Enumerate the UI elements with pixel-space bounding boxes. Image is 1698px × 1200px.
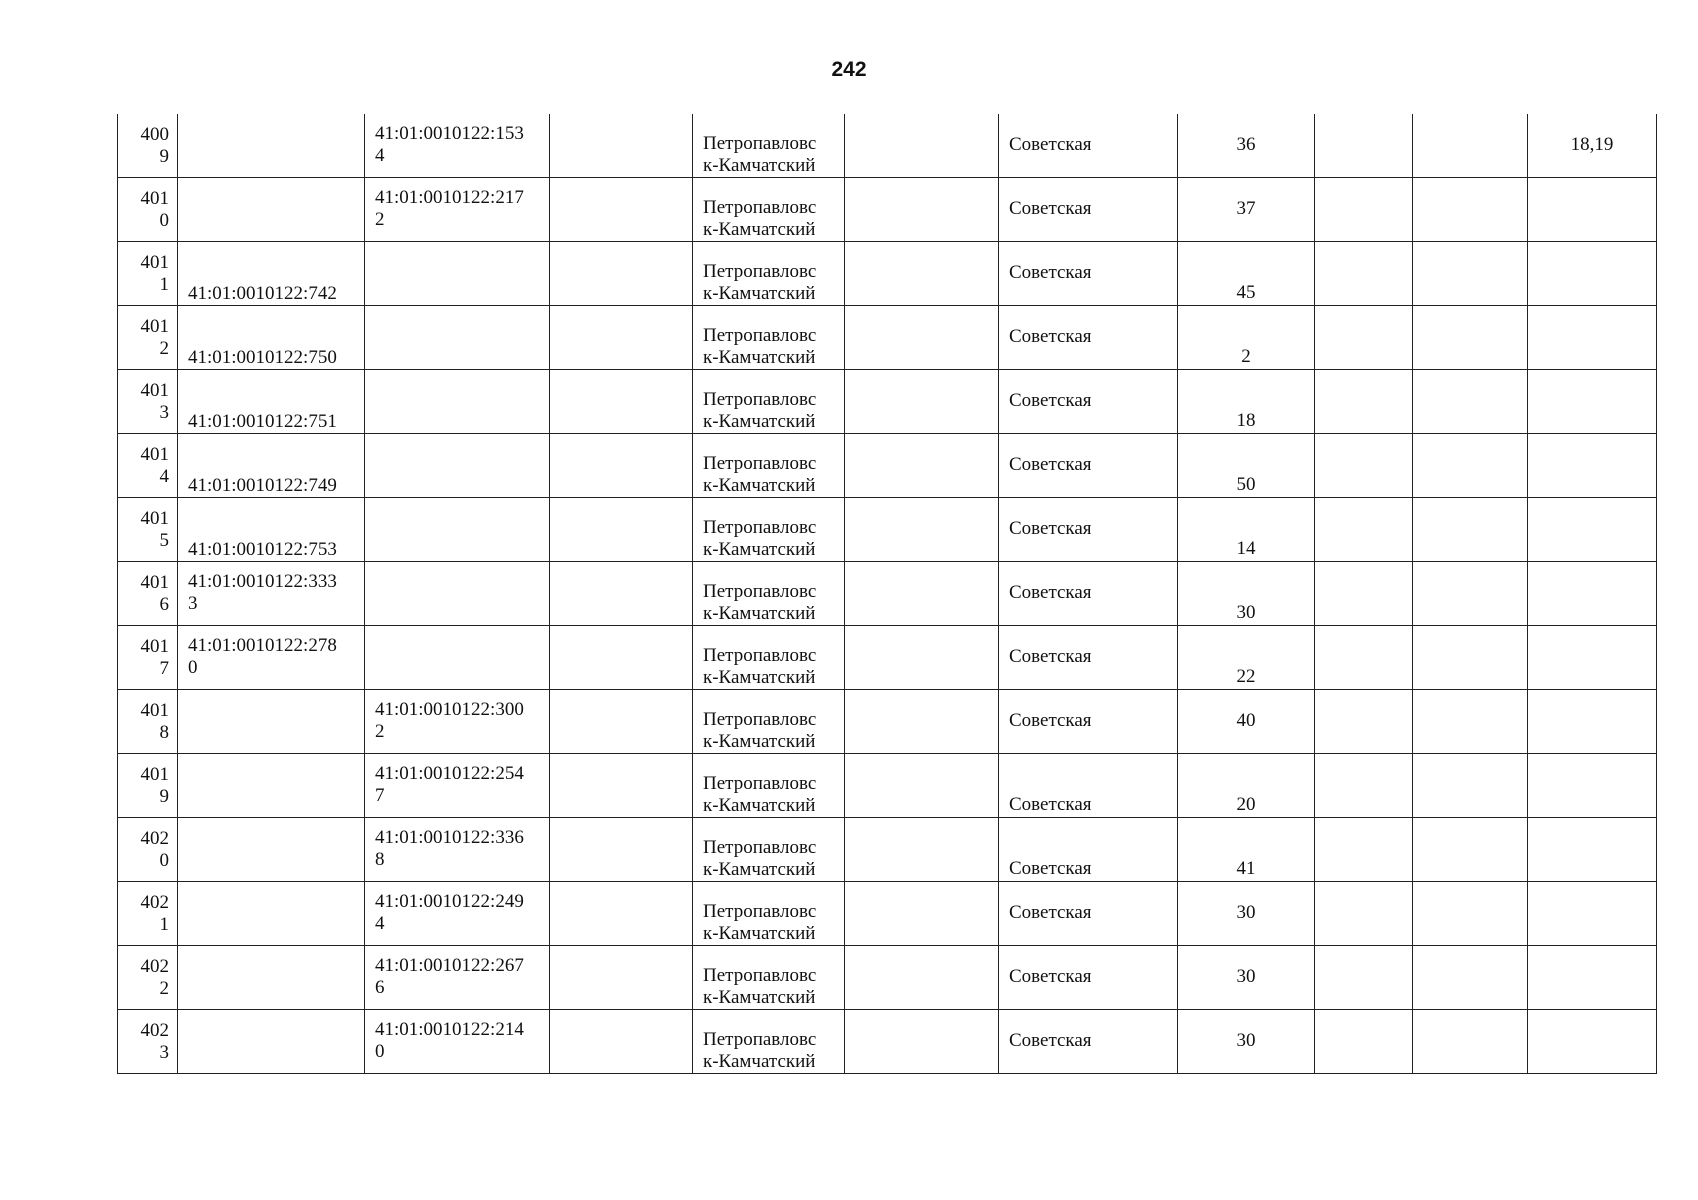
house-cell <box>1178 498 1315 562</box>
extra-cell <box>1528 818 1657 882</box>
city-name: Петропавловс к-Камчатский <box>703 773 817 816</box>
num-cell <box>118 690 178 754</box>
cad-a-cell <box>178 242 365 306</box>
cad-b-cell <box>365 946 550 1010</box>
city-cell <box>693 882 845 946</box>
cadastral-number-land: 41:01:0010122:749 <box>188 475 337 496</box>
street-name: Советская <box>1009 794 1092 815</box>
cad-a-cell <box>178 370 365 434</box>
cad-b-cell <box>365 754 550 818</box>
house-cell <box>1178 370 1315 434</box>
extra-value: 18,19 <box>1570 134 1614 155</box>
table-row <box>118 498 1657 562</box>
street-name: Советская <box>1009 198 1092 219</box>
cad-a-cell <box>178 946 365 1010</box>
table-body <box>118 114 1657 1074</box>
city-cell <box>693 754 845 818</box>
table-row <box>118 818 1657 882</box>
street-cell <box>999 114 1178 178</box>
empty-cell <box>845 498 999 562</box>
city-name: Петропавловс к-Камчатский <box>703 581 817 624</box>
table-row <box>118 114 1657 178</box>
table-row <box>118 562 1657 626</box>
extra-cell <box>1528 754 1657 818</box>
street-cell <box>999 498 1178 562</box>
cad-a-cell <box>178 562 365 626</box>
house-cell <box>1178 690 1315 754</box>
cadastral-number-land: 41:01:0010122:278 0 <box>188 635 337 678</box>
table-row <box>118 626 1657 690</box>
empty-cell <box>1315 498 1413 562</box>
table-row <box>118 882 1657 946</box>
house-number: 30 <box>1236 1030 1256 1051</box>
cadastral-number-building: 41:01:0010122:336 8 <box>375 827 524 870</box>
city-name: Петропавловс к-Камчатский <box>703 1029 817 1072</box>
street-name: Советская <box>1009 390 1092 411</box>
city-name: Петропавловс к-Камчатский <box>703 261 817 304</box>
house-cell <box>1178 1010 1315 1074</box>
empty-cell <box>1315 242 1413 306</box>
table-row <box>118 754 1657 818</box>
num-cell <box>118 946 178 1010</box>
city-name: Петропавловс к-Камчатский <box>703 901 817 944</box>
empty-cell <box>845 946 999 1010</box>
cad-a-cell <box>178 498 365 562</box>
house-number: 50 <box>1236 474 1256 495</box>
empty-cell <box>1315 754 1413 818</box>
cad-b-cell <box>365 114 550 178</box>
house-cell <box>1178 114 1315 178</box>
cad-a-cell <box>178 690 365 754</box>
city-name: Петропавловс к-Камчатский <box>703 837 817 880</box>
record-number: 402 2 <box>140 956 169 999</box>
street-name: Советская <box>1009 326 1092 347</box>
street-cell <box>999 178 1178 242</box>
num-cell <box>118 882 178 946</box>
street-name: Советская <box>1009 1030 1092 1051</box>
cad-a-cell <box>178 434 365 498</box>
city-cell <box>693 178 845 242</box>
cad-a-cell <box>178 626 365 690</box>
cad-b-cell <box>365 818 550 882</box>
street-name: Советская <box>1009 646 1092 667</box>
city-cell <box>693 306 845 370</box>
table-row <box>118 242 1657 306</box>
street-name: Советская <box>1009 858 1092 879</box>
table-row <box>118 1010 1657 1074</box>
cad-a-cell <box>178 114 365 178</box>
city-name: Петропавловс к-Камчатский <box>703 389 817 432</box>
empty-cell <box>1413 370 1528 434</box>
street-name: Советская <box>1009 518 1092 539</box>
city-cell <box>693 626 845 690</box>
city-cell <box>693 1010 845 1074</box>
table-row <box>118 434 1657 498</box>
empty-cell <box>845 626 999 690</box>
record-number: 401 1 <box>140 252 169 295</box>
house-cell <box>1178 434 1315 498</box>
record-number: 401 7 <box>140 636 169 679</box>
extra-cell <box>1528 1010 1657 1074</box>
city-name: Петропавловс к-Камчатский <box>703 325 817 368</box>
page-number: 242 <box>831 58 867 81</box>
num-cell <box>118 178 178 242</box>
cadastral-number-building: 41:01:0010122:217 2 <box>375 187 524 230</box>
num-cell <box>118 370 178 434</box>
empty-cell <box>550 946 693 1010</box>
city-cell <box>693 242 845 306</box>
empty-cell <box>550 754 693 818</box>
num-cell <box>118 1010 178 1074</box>
register-table <box>117 114 1657 1074</box>
table-row <box>118 306 1657 370</box>
cadastral-number-building: 41:01:0010122:300 2 <box>375 699 524 742</box>
empty-cell <box>1315 114 1413 178</box>
street-cell <box>999 242 1178 306</box>
extra-cell <box>1528 882 1657 946</box>
record-number: 401 2 <box>140 316 169 359</box>
street-name: Советская <box>1009 262 1092 283</box>
cad-b-cell <box>365 690 550 754</box>
city-cell <box>693 370 845 434</box>
table-row <box>118 946 1657 1010</box>
cadastral-number-land: 41:01:0010122:753 <box>188 539 337 560</box>
house-cell <box>1178 626 1315 690</box>
empty-cell <box>845 178 999 242</box>
empty-cell <box>550 626 693 690</box>
num-cell <box>118 498 178 562</box>
record-number: 402 1 <box>140 892 169 935</box>
empty-cell <box>1413 306 1528 370</box>
cad-b-cell <box>365 434 550 498</box>
empty-cell <box>845 754 999 818</box>
house-number: 40 <box>1236 710 1256 731</box>
empty-cell <box>1413 1010 1528 1074</box>
cadastral-number-building: 41:01:0010122:254 7 <box>375 763 524 806</box>
cadastral-number-building: 41:01:0010122:267 6 <box>375 955 524 998</box>
empty-cell <box>1413 242 1528 306</box>
street-name: Советская <box>1009 454 1092 475</box>
cad-b-cell <box>365 562 550 626</box>
record-number: 401 6 <box>140 572 169 615</box>
city-name: Петропавловс к-Камчатский <box>703 517 817 560</box>
cad-b-cell <box>365 626 550 690</box>
street-cell <box>999 946 1178 1010</box>
table-row <box>118 690 1657 754</box>
extra-cell <box>1528 178 1657 242</box>
record-number: 401 9 <box>140 764 169 807</box>
record-number: 401 5 <box>140 508 169 551</box>
city-name: Петропавловс к-Камчатский <box>703 709 817 752</box>
empty-cell <box>1315 882 1413 946</box>
extra-cell <box>1528 626 1657 690</box>
num-cell <box>118 626 178 690</box>
empty-cell <box>550 882 693 946</box>
empty-cell <box>845 818 999 882</box>
house-number: 30 <box>1236 902 1256 923</box>
street-name: Советская <box>1009 710 1092 731</box>
empty-cell <box>845 434 999 498</box>
city-cell <box>693 818 845 882</box>
city-cell <box>693 114 845 178</box>
cadastral-number-land: 41:01:0010122:751 <box>188 411 337 432</box>
empty-cell <box>1413 882 1528 946</box>
empty-cell <box>1413 498 1528 562</box>
extra-cell <box>1528 114 1657 178</box>
empty-cell <box>1315 370 1413 434</box>
extra-cell <box>1528 306 1657 370</box>
street-name: Советская <box>1009 902 1092 923</box>
cad-a-cell <box>178 306 365 370</box>
street-cell <box>999 370 1178 434</box>
cad-b-cell <box>365 498 550 562</box>
empty-cell <box>1315 1010 1413 1074</box>
cad-b-cell <box>365 1010 550 1074</box>
empty-cell <box>550 370 693 434</box>
cadastral-number-building: 41:01:0010122:153 4 <box>375 123 524 166</box>
table-row <box>118 178 1657 242</box>
cad-a-cell <box>178 754 365 818</box>
street-cell <box>999 562 1178 626</box>
cadastral-number-land: 41:01:0010122:742 <box>188 283 337 304</box>
street-name: Советская <box>1009 966 1092 987</box>
empty-cell <box>845 562 999 626</box>
extra-cell <box>1528 370 1657 434</box>
extra-cell <box>1528 498 1657 562</box>
num-cell <box>118 434 178 498</box>
empty-cell <box>550 498 693 562</box>
extra-cell <box>1528 690 1657 754</box>
empty-cell <box>1413 434 1528 498</box>
city-cell <box>693 946 845 1010</box>
cad-b-cell <box>365 178 550 242</box>
empty-cell <box>550 242 693 306</box>
cad-b-cell <box>365 370 550 434</box>
house-number: 2 <box>1241 346 1251 367</box>
house-number: 45 <box>1236 282 1256 303</box>
empty-cell <box>845 114 999 178</box>
city-name: Петропавловс к-Камчатский <box>703 645 817 688</box>
cad-a-cell <box>178 178 365 242</box>
cad-b-cell <box>365 242 550 306</box>
house-cell <box>1178 562 1315 626</box>
cad-b-cell <box>365 882 550 946</box>
city-cell <box>693 690 845 754</box>
empty-cell <box>1413 818 1528 882</box>
street-cell <box>999 434 1178 498</box>
house-number: 20 <box>1236 794 1256 815</box>
empty-cell <box>550 690 693 754</box>
empty-cell <box>1413 690 1528 754</box>
street-cell <box>999 818 1178 882</box>
empty-cell <box>1413 626 1528 690</box>
empty-cell <box>1413 754 1528 818</box>
num-cell <box>118 754 178 818</box>
street-cell <box>999 690 1178 754</box>
cad-a-cell <box>178 1010 365 1074</box>
street-cell <box>999 754 1178 818</box>
empty-cell <box>1413 178 1528 242</box>
cadastral-number-building: 41:01:0010122:249 4 <box>375 891 524 934</box>
empty-cell <box>845 306 999 370</box>
cad-a-cell <box>178 882 365 946</box>
house-cell <box>1178 818 1315 882</box>
empty-cell <box>550 1010 693 1074</box>
house-cell <box>1178 882 1315 946</box>
empty-cell <box>1413 114 1528 178</box>
house-number: 37 <box>1236 198 1256 219</box>
cadastral-number-land: 41:01:0010122:333 3 <box>188 571 337 614</box>
empty-cell <box>550 434 693 498</box>
extra-cell <box>1528 242 1657 306</box>
num-cell <box>118 306 178 370</box>
city-name: Петропавловс к-Камчатский <box>703 197 817 240</box>
house-number: 14 <box>1236 538 1256 559</box>
street-cell <box>999 882 1178 946</box>
num-cell <box>118 114 178 178</box>
record-number: 400 9 <box>140 124 169 167</box>
empty-cell <box>1315 626 1413 690</box>
extra-cell <box>1528 946 1657 1010</box>
cadastral-number-land: 41:01:0010122:750 <box>188 347 337 368</box>
house-cell <box>1178 306 1315 370</box>
empty-cell <box>845 370 999 434</box>
city-name: Петропавловс к-Камчатский <box>703 965 817 1008</box>
record-number: 402 3 <box>140 1020 169 1063</box>
house-number: 18 <box>1236 410 1256 431</box>
record-number: 401 3 <box>140 380 169 423</box>
extra-cell <box>1528 562 1657 626</box>
record-number: 401 0 <box>140 188 169 231</box>
empty-cell <box>1413 946 1528 1010</box>
city-name: Петропавловс к-Камчатский <box>703 453 817 496</box>
house-cell <box>1178 178 1315 242</box>
empty-cell <box>550 178 693 242</box>
empty-cell <box>550 114 693 178</box>
street-name: Советская <box>1009 134 1092 155</box>
empty-cell <box>845 882 999 946</box>
house-cell <box>1178 242 1315 306</box>
house-cell <box>1178 946 1315 1010</box>
empty-cell <box>550 306 693 370</box>
empty-cell <box>845 242 999 306</box>
empty-cell <box>1315 818 1413 882</box>
empty-cell <box>1315 178 1413 242</box>
city-cell <box>693 498 845 562</box>
house-number: 41 <box>1236 858 1256 879</box>
empty-cell <box>550 562 693 626</box>
house-number: 30 <box>1236 966 1256 987</box>
empty-cell <box>1413 562 1528 626</box>
house-number: 22 <box>1236 666 1256 687</box>
house-number: 30 <box>1236 602 1256 623</box>
empty-cell <box>1315 946 1413 1010</box>
house-number: 36 <box>1236 134 1256 155</box>
street-cell <box>999 626 1178 690</box>
cadastral-number-building: 41:01:0010122:214 0 <box>375 1019 524 1062</box>
house-cell <box>1178 754 1315 818</box>
street-name: Советская <box>1009 582 1092 603</box>
empty-cell <box>845 690 999 754</box>
cad-a-cell <box>178 818 365 882</box>
street-cell <box>999 1010 1178 1074</box>
city-name: Петропавловс к-Камчатский <box>703 133 817 176</box>
city-cell <box>693 434 845 498</box>
empty-cell <box>1315 690 1413 754</box>
extra-cell <box>1528 434 1657 498</box>
empty-cell <box>845 1010 999 1074</box>
num-cell <box>118 562 178 626</box>
cad-b-cell <box>365 306 550 370</box>
empty-cell <box>550 818 693 882</box>
num-cell <box>118 242 178 306</box>
empty-cell <box>1315 306 1413 370</box>
record-number: 401 4 <box>140 444 169 487</box>
empty-cell <box>1315 434 1413 498</box>
city-cell <box>693 562 845 626</box>
table-row <box>118 370 1657 434</box>
record-number: 401 8 <box>140 700 169 743</box>
empty-cell <box>1315 562 1413 626</box>
record-number: 402 0 <box>140 828 169 871</box>
num-cell <box>118 818 178 882</box>
street-cell <box>999 306 1178 370</box>
